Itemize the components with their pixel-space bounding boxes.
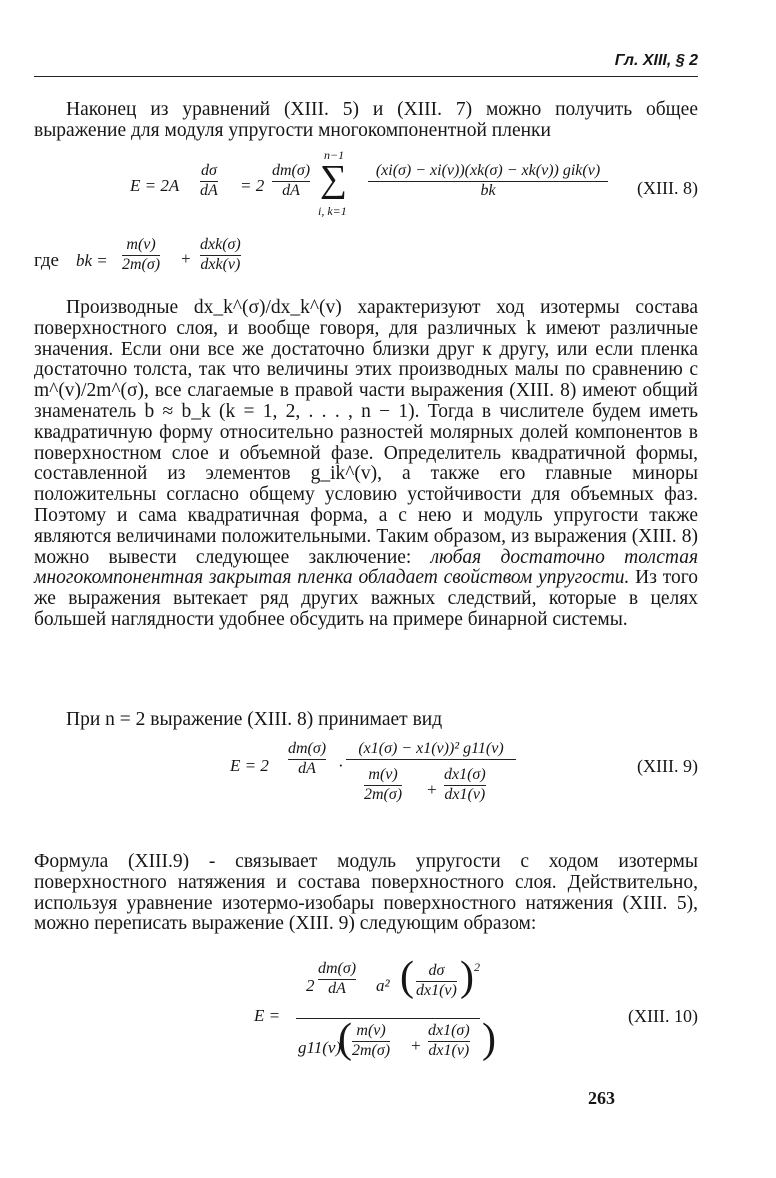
running-head: Гл. XIII, § 2 (614, 52, 698, 69)
italic-conclusion: любая достаточно толстая многокомпонентная закрытая пленка обладает свойством упругости. (34, 546, 699, 589)
eq10-num-fraction (318, 960, 356, 998)
eq10-num-exponent: 2 (474, 960, 480, 974)
eq9-d2-den: dx1(v) (444, 786, 486, 803)
eq10-main-fraction-line (296, 1018, 480, 1019)
paragraph-main (34, 298, 698, 631)
bk-f1-den: 2m(σ) (122, 256, 161, 273)
eq10-np-den: dx1(v) (416, 982, 457, 999)
paragraph-formula-explanation: Формула (XIII.9) - связывает модуль упругости с ходом изотермы поверхностного натяжения и состава поверхностного слоя. Действительно, используя уравнение изотермо-изобары поверхностного натяжения (XIII. 5), можно переписать выражение (XIII. 9) следующим образом: (34, 851, 698, 935)
running-header (34, 52, 698, 76)
eq8-f3-num: (xi(σ) − xi(v))(xk(σ) − xk(v)) gik(v) (368, 162, 608, 182)
eq9-lhs: E = 2 (230, 756, 269, 775)
eq8-f2-den: dA (282, 182, 300, 199)
eq10-den-plus: + (410, 1036, 422, 1055)
bk-f2-num: dxk(σ) (200, 236, 241, 256)
eq8-sum-lower: i, k=1 (318, 204, 347, 218)
eq10-num-coef: 2 (306, 976, 315, 995)
eq10-den-close-paren: ) (482, 1016, 496, 1062)
eq9-d2-num: dx1(σ) (444, 766, 486, 786)
where-label: где (34, 250, 59, 271)
eq8-sum-upper: n−1 (324, 148, 345, 162)
eq8-f2-num: dm(σ) (272, 162, 310, 182)
eq10-nf-den: dA (328, 980, 346, 997)
eq8-f1-den: dA (200, 182, 218, 199)
eq10-d1-den: 2m(σ) (352, 1042, 391, 1059)
header-rule (34, 76, 698, 77)
eq9-dot: · (338, 756, 344, 775)
eq8-eq2: = 2 (240, 176, 265, 195)
main-text-before-italic: Производные dx_k^(σ)/dx_k^(v) характеризуют ход изотермы состава поверхностного слоя, и вообще говоря, для различных k имеют различные значения. Если они все же достаточно близки друг к другу, или если пленка достаточно толста, так что величины этих производных малы по сравнению с m^(v)/2m^(σ), все слагаемые в правой части выражения (XIII. 8) имеют общий знаменатель b ≈ b_k (k = 1, 2, . . . , n − 1). Тогда в числителе будем иметь квадратичную форму относительно разностей молярных долей компонентов в поверхностном слое и объемной фазе. Определитель квадратичной формы, составленной из элементов g_ik^(v), а также его главные миноры положительны согласно общему условию устойчивости для объемных фаз. Поэтому и сама квадратичная форма, а с нею и модуль упругости также являются величинами положительными. Таким образом, из выражения (XIII. 8) можно вывести следующее заключение: (34, 297, 698, 568)
eq10-den-open-paren: ( (338, 1016, 352, 1062)
eq10-d2-num: dx1(σ) (428, 1022, 470, 1042)
summation-symbol: ∑ (320, 158, 348, 200)
eq10-num-a2: a² (376, 976, 390, 995)
eq9-fraction-1 (288, 740, 326, 778)
eq9-f1-den: dA (298, 760, 316, 777)
eq8-lhs: E = 2A (130, 176, 180, 195)
equation-number-8: (XIII. 8) (637, 178, 698, 198)
eq10-num-close-paren: ) (460, 954, 474, 1000)
bk-f2-den: dxk(v) (200, 256, 241, 273)
eq10-np-num: dσ (416, 962, 457, 982)
eq9-f1-num: dm(σ) (288, 740, 326, 760)
bk-lhs: bk = (76, 251, 108, 270)
eq10-den-fraction-1 (352, 1022, 390, 1060)
eq10-den-fraction-2 (428, 1022, 470, 1060)
bk-f1-num: m(v) (122, 236, 160, 256)
eq9-d1-den: 2m(σ) (364, 786, 403, 803)
eq9-fraction-main (346, 740, 516, 760)
equation-xiii-8 (34, 148, 698, 228)
eq10-d2-den: dx1(v) (428, 1042, 470, 1059)
bk-fraction-1 (122, 236, 160, 274)
equation-number-10: (XIII. 10) (628, 1006, 698, 1026)
eq10-num-paren-fraction (416, 962, 457, 1000)
eq8-f3-den: bk (480, 182, 496, 199)
eq9-d1-num: m(v) (364, 766, 402, 786)
eq8-fraction-1 (200, 162, 218, 200)
equation-number-9: (XIII. 9) (637, 756, 698, 776)
equation-xiii-10 (34, 954, 698, 1072)
eq8-fraction-3 (368, 162, 608, 200)
eq8-fraction-2 (272, 162, 310, 200)
eq10-nf-num: dm(σ) (318, 960, 356, 980)
bk-plus: + (180, 249, 192, 268)
eq9-den-fraction-2 (444, 766, 486, 804)
paragraph-intro: Наконец из уравнений (XIII. 5) и (XIII. 7) можно получить общее выражение для модуля упругости многокомпонентной пленки (34, 99, 698, 141)
eq10-den-g: g11(v) (298, 1038, 342, 1057)
eq9-plus: + (426, 780, 438, 799)
main-text-after-italic: Из того же выражения вытекает ряд других важных следствий, которые в целях большей наглядности удобнее обсудить на примере бинарной системы. (34, 567, 698, 630)
eq10-num-open-paren: ( (400, 954, 414, 1000)
equation-xiii-9 (34, 738, 698, 830)
bk-definition (34, 236, 698, 286)
eq10-d1-num: m(v) (352, 1022, 390, 1042)
eq8-f1-num: dσ (200, 162, 218, 182)
page-number: 263 (588, 1088, 615, 1108)
eq10-lhs: E = (254, 1006, 281, 1025)
paragraph-binary-case: При n = 2 выражение (XIII. 8) принимает вид (66, 709, 443, 730)
bk-fraction-2 (200, 236, 241, 274)
eq9-main-num: (x1(σ) − x1(v))² g11(v) (346, 740, 516, 760)
eq9-den-fraction-1 (364, 766, 402, 804)
